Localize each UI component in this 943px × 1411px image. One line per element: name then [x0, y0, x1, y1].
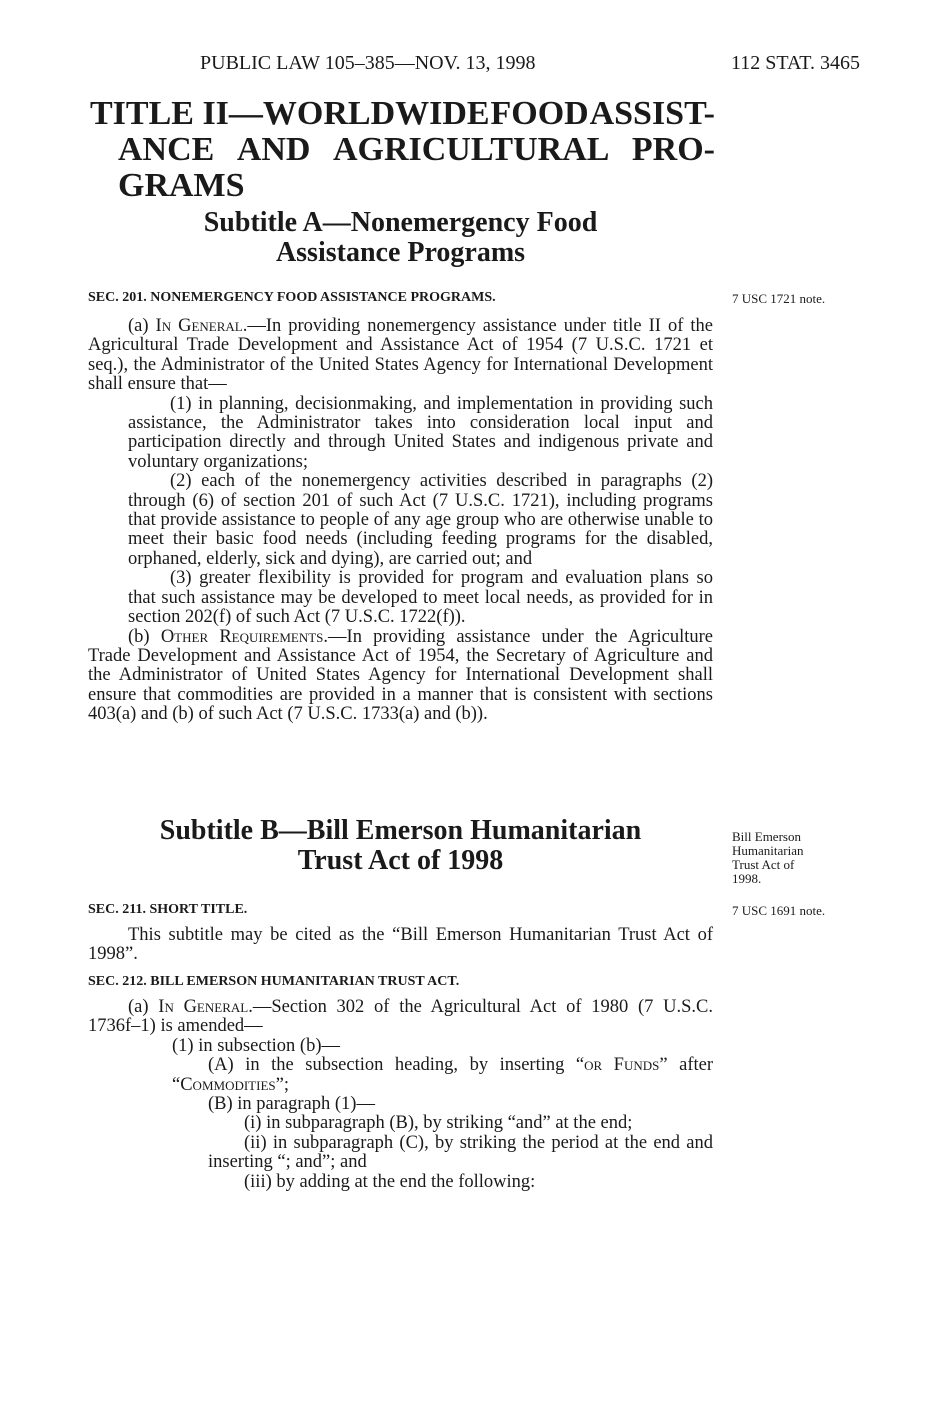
para-text: ” after “ — [172, 1055, 713, 1095]
subtitle-b-line: Trust Act of 1998 — [297, 845, 504, 876]
header-stat-page: 112 STAT. 3465 — [731, 52, 860, 74]
sec-212-a — [88, 998, 713, 1037]
subtitle-b-line: Subtitle B—Bill Emerson Humanitarian — [159, 815, 642, 846]
para-caption: Other Requirements — [160, 626, 324, 647]
para-label: (b) — [128, 626, 161, 647]
para-text: .—In providing assistance under the Agriculture Trade Development and Assistance Act of 1954, the Secretary of Agriculture and the Administrator of United States Agency for International Development shall ensure that commodities are provided in a manner that is consistent with sections 403(a) and (b) of such Act (7 U.S.C. 1733(a) and (b)). — [88, 626, 713, 725]
subtitle-a-line: Assistance Programs — [275, 237, 526, 268]
title-word: AGRICULTURAL — [332, 131, 610, 168]
para-smallcaps: or Funds — [584, 1055, 660, 1076]
title-word: AND — [236, 131, 311, 168]
sec-201-a-3: (3) greater flexibility is provided for program and evaluation plans so that such assistance may be developed to meet local needs, as provided for in section 202(f) of such Act (7 U.S.C. 1722(f)). — [128, 568, 713, 628]
para-text: ”; — [275, 1074, 289, 1095]
para-text: .—In providing nonemergency assistance under title II of the Agricultural Trade Development and Assistance Act of 1954 (7 U.S.C. 1721 et seq.), the Administrator of the United States Agency for International Development shall ensure that— — [88, 316, 713, 395]
title-word: ANCE — [118, 131, 215, 168]
margin-note-line: 1998. — [732, 871, 762, 886]
para-label: (a) — [128, 316, 156, 336]
sec-201-body — [88, 317, 713, 725]
title-word: PRO- — [631, 131, 715, 168]
para-caption: In General — [158, 997, 249, 1017]
subtitle-a-line: Subtitle A—Nonemergency Food — [203, 207, 598, 238]
sec-201-a-1: (1) in planning, decisionmaking, and implementation in providing such assistance, the Administrator takes into consideration local input and participation directly and through United States and indigenous private and voluntary organizations; — [128, 393, 713, 472]
sec-211-body — [88, 926, 713, 965]
sec-212-heading: SEC. 212. BILL EMERSON HUMANITARIAN TRUST ACT. — [88, 974, 460, 989]
sec-201-a — [88, 317, 713, 395]
sec-212-a-1-B: (B) in paragraph (1)— — [208, 1094, 375, 1115]
sec-211-heading: SEC. 211. SHORT TITLE. — [88, 902, 248, 917]
para-text: .—Section 302 of the Agricultural Act of 1980 (7 U.S.C. 1736f–1) is amended— — [88, 997, 713, 1037]
sec-212-a-1-B-i: (i) in subparagraph (B), by striking “and” at the end; — [244, 1113, 633, 1134]
sec-201-margin-note: 7 USC 1721 note. — [732, 291, 826, 306]
sec-212-body — [88, 998, 713, 1192]
title-word: TITLE II—WORLDWIDE — [90, 95, 490, 132]
header-public-law: PUBLIC LAW 105–385—NOV. 13, 1998 — [200, 52, 536, 74]
subtitle-b-margin-note — [732, 830, 803, 886]
para-text: (A) in the subsection heading, by inserting “ — [208, 1055, 585, 1076]
running-header — [200, 52, 860, 75]
sec-201-a-2: (2) each of the nonemergency activities described in paragraphs (2) through (6) of section 201 of such Act (7 U.S.C. 1721), including programs that provide assistance to people of any age group who are otherwise unable to meet their basic food needs (including feeding programs for the disabled, orphaned, elderly, sick and dying), are carried out; and — [128, 471, 713, 569]
title-word: GRAMS — [118, 167, 245, 204]
sec-212-a-1-A — [88, 1056, 713, 1095]
subtitle-a-heading — [88, 208, 713, 268]
margin-note-line: Bill Emerson — [732, 829, 801, 844]
sec-211-text: This subtitle may be cited as the “Bill Emerson Humanitarian Trust Act of 1998”. — [88, 925, 713, 965]
sec-201-b — [88, 628, 713, 725]
sec-201-heading: SEC. 201. NONEMERGENCY FOOD ASSISTANCE PROGRAMS. — [88, 290, 496, 305]
sec-212-a-1-B-iii: (iii) by adding at the end the following: — [244, 1171, 536, 1192]
para-label: (a) — [128, 997, 159, 1017]
title-heading — [90, 96, 715, 204]
para-smallcaps: Commodities — [180, 1074, 276, 1095]
sec-211-margin-note: 7 USC 1691 note. — [732, 903, 826, 918]
subtitle-b-heading — [88, 816, 713, 876]
sec-212-a-1: (1) in subsection (b)— — [172, 1035, 341, 1056]
para-caption: In General — [155, 316, 243, 336]
sec-212-a-1-B-ii: (ii) in subparagraph (C), by striking the period at the end and inserting “; and”; and — [208, 1132, 713, 1173]
title-word: ASSIST- — [589, 95, 715, 132]
title-word: FOOD — [490, 95, 589, 132]
margin-note-line: Trust Act of — [732, 857, 795, 872]
margin-note-line: Humanitarian — [732, 843, 804, 858]
